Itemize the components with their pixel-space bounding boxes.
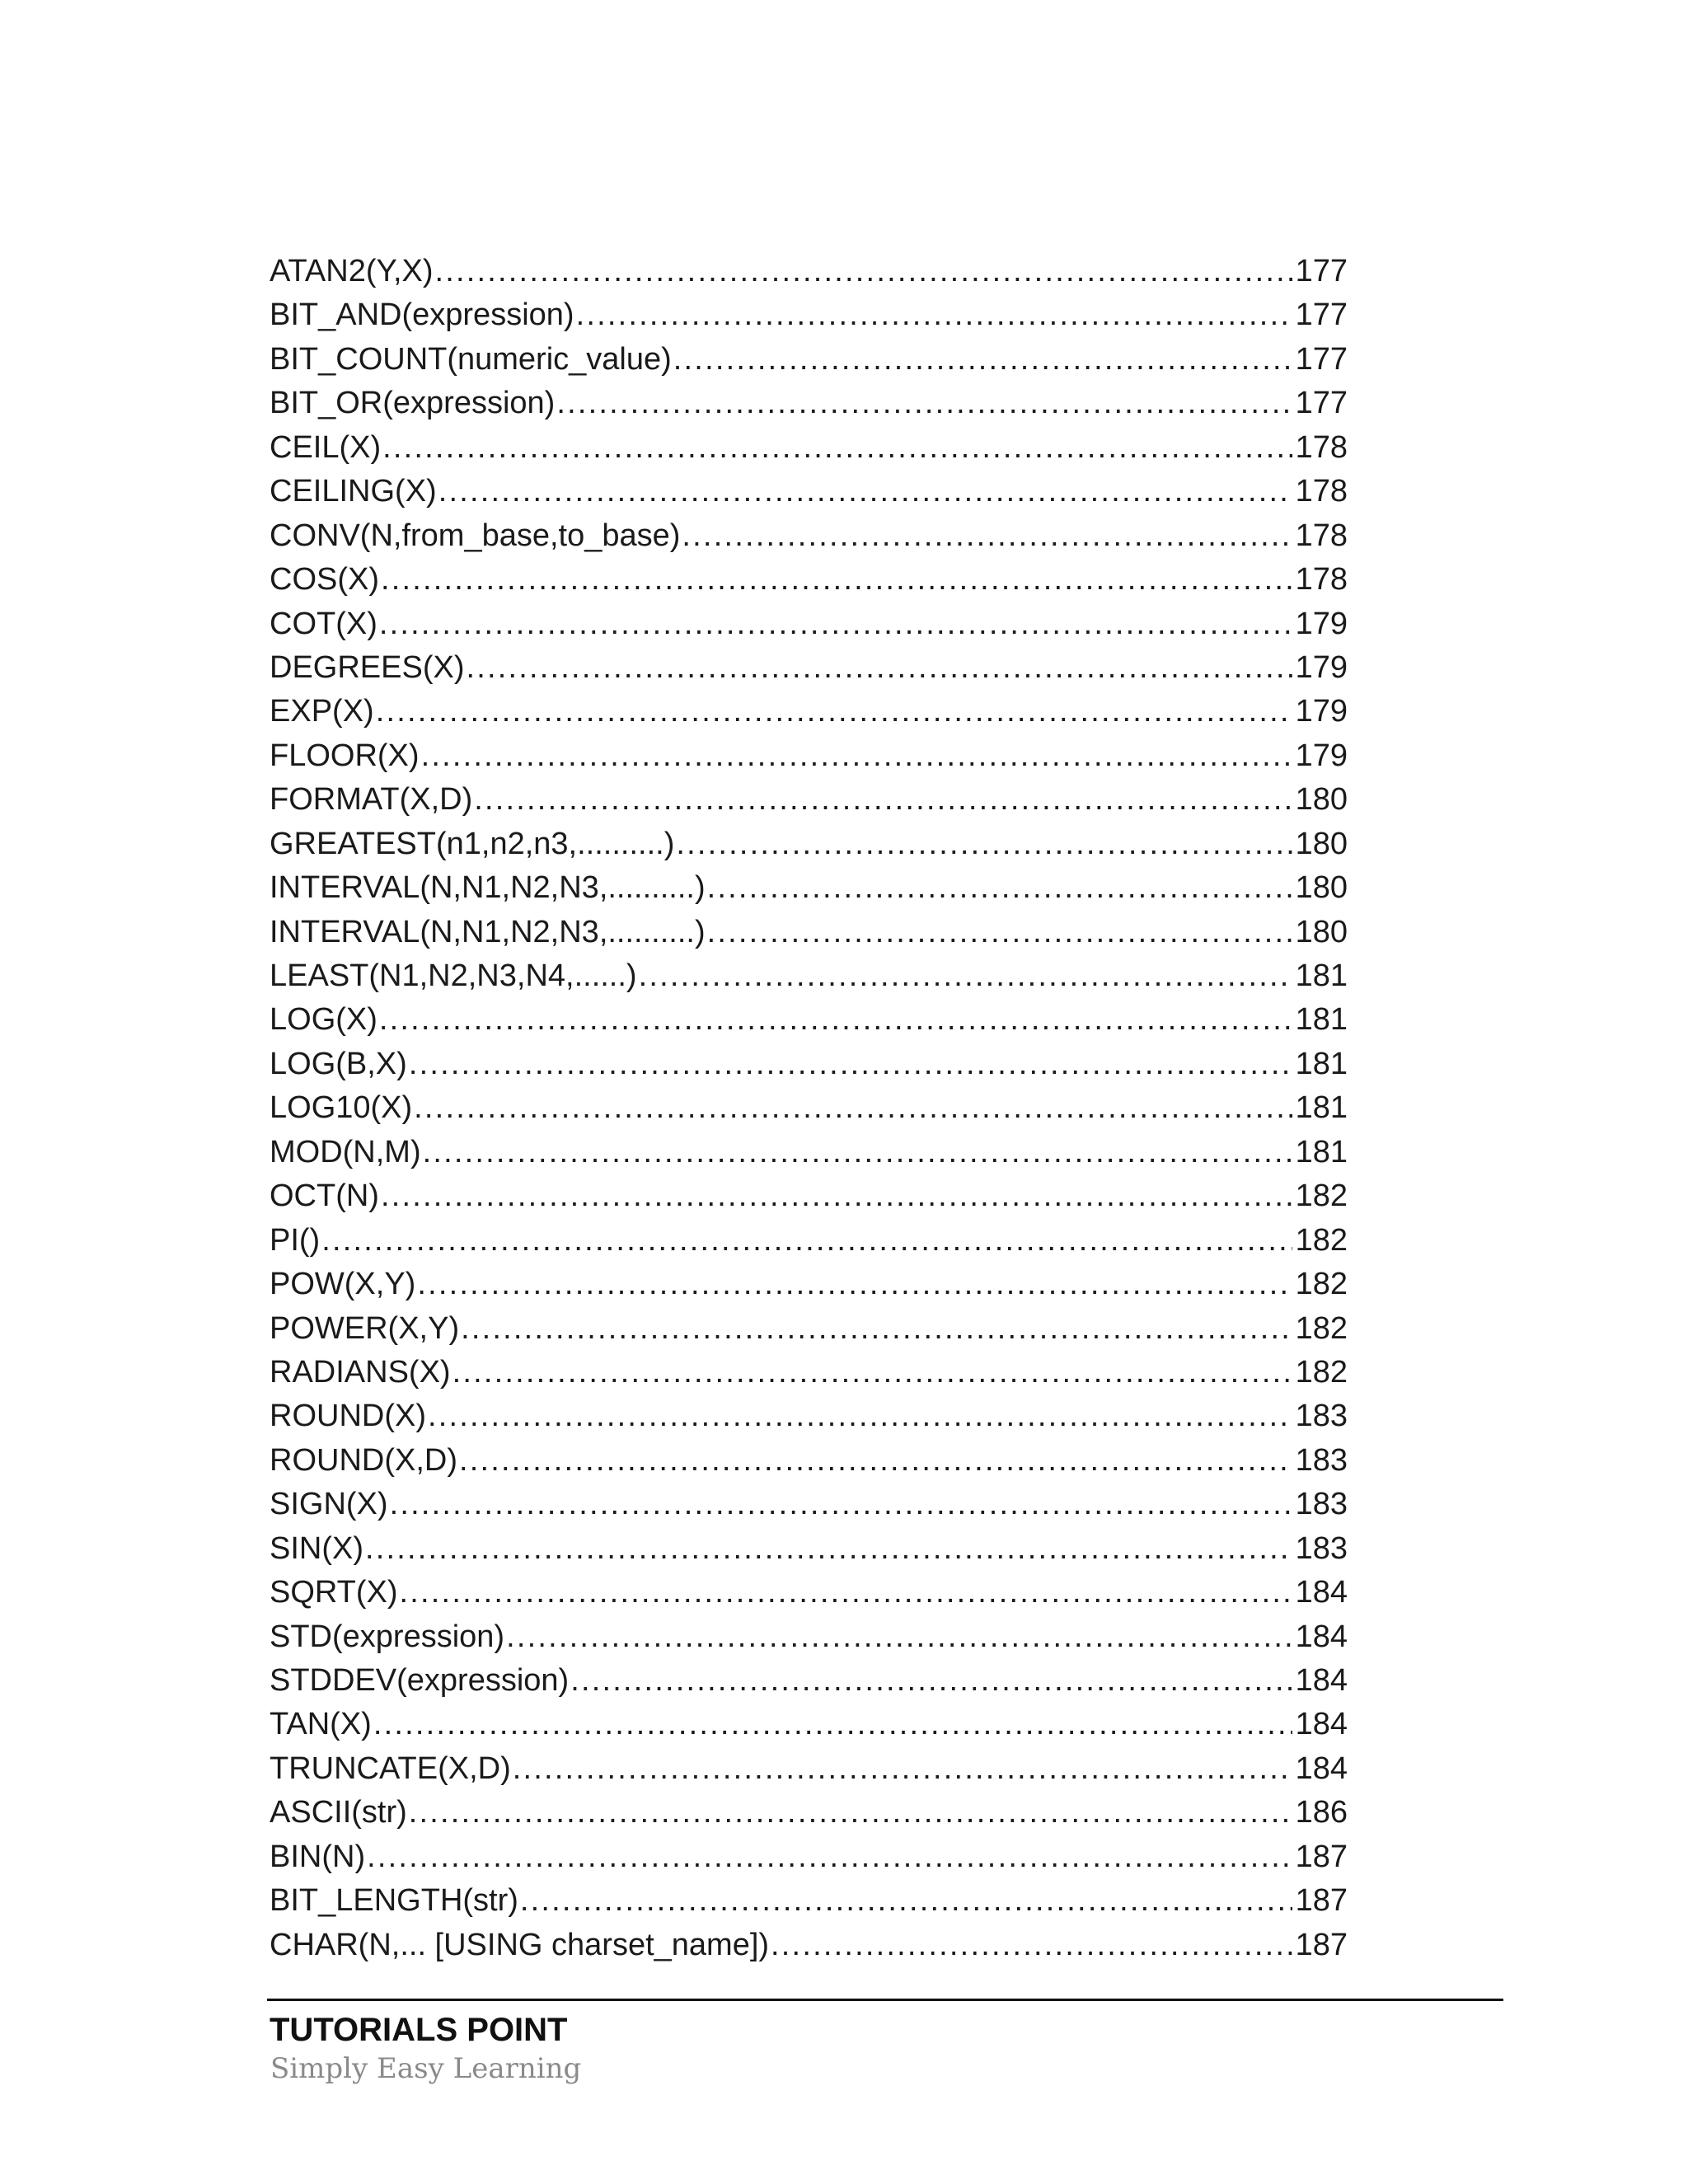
toc-dot-leader bbox=[321, 1219, 1292, 1263]
toc-entry[interactable] bbox=[270, 1439, 1348, 1483]
toc-entry[interactable] bbox=[270, 338, 1348, 382]
toc-dot-leader bbox=[639, 954, 1292, 998]
toc-entry[interactable] bbox=[270, 1131, 1348, 1174]
toc-entry-label: CONV(N,from_base,to_base) bbox=[270, 518, 681, 553]
toc-entry[interactable] bbox=[270, 602, 1348, 646]
toc-entry-label: STD(expression) bbox=[270, 1619, 505, 1654]
toc-dot-leader bbox=[459, 1439, 1292, 1483]
toc-entry-page-number: 180 bbox=[1295, 914, 1348, 949]
toc-entry[interactable] bbox=[270, 382, 1348, 425]
toc-entry[interactable] bbox=[270, 954, 1348, 998]
toc-dot-leader bbox=[576, 293, 1292, 337]
toc-entry[interactable] bbox=[270, 293, 1348, 337]
toc-entry-page-number: 186 bbox=[1295, 1795, 1348, 1830]
toc-dot-leader bbox=[409, 1043, 1292, 1086]
toc-entry-page-number: 179 bbox=[1295, 649, 1348, 685]
toc-entry[interactable] bbox=[270, 1263, 1348, 1306]
toc-entry[interactable] bbox=[270, 1307, 1348, 1351]
toc-entry[interactable] bbox=[270, 1703, 1348, 1746]
toc-entry[interactable] bbox=[270, 1615, 1348, 1659]
toc-entry[interactable] bbox=[270, 250, 1348, 293]
toc-entry-label: BIT_OR(expression) bbox=[270, 386, 556, 421]
toc-entry-page-number: 184 bbox=[1295, 1619, 1348, 1654]
toc-dot-leader bbox=[409, 1791, 1292, 1835]
toc-entry[interactable] bbox=[270, 1659, 1348, 1703]
toc-entry-label: CEIL(X) bbox=[270, 429, 382, 465]
toc-entry[interactable] bbox=[270, 470, 1348, 513]
toc-entry-page-number: 184 bbox=[1295, 1707, 1348, 1742]
toc-dot-leader bbox=[676, 823, 1292, 866]
toc-entry-page-number: 183 bbox=[1295, 1487, 1348, 1522]
toc-entry[interactable] bbox=[270, 1879, 1348, 1923]
toc-entry-page-number: 184 bbox=[1295, 1663, 1348, 1698]
toc-dot-leader bbox=[461, 1307, 1292, 1351]
toc-entry[interactable] bbox=[270, 1527, 1348, 1571]
toc-entry-label: ROUND(X,D) bbox=[270, 1442, 457, 1478]
toc-dot-leader bbox=[673, 338, 1292, 382]
toc-entry-label: LEAST(N1,N2,N3,N4,......) bbox=[270, 958, 637, 993]
toc-entry-page-number: 181 bbox=[1295, 1090, 1348, 1126]
toc-entry-page-number: 179 bbox=[1295, 606, 1348, 641]
toc-dot-leader bbox=[428, 1394, 1292, 1438]
toc-entry-page-number: 184 bbox=[1295, 1750, 1348, 1786]
toc-dot-leader bbox=[400, 1571, 1292, 1615]
toc-entry[interactable] bbox=[270, 514, 1348, 558]
toc-dot-leader bbox=[435, 250, 1292, 293]
toc-dot-leader bbox=[513, 1747, 1292, 1791]
toc-entry-label: CEILING(X) bbox=[270, 474, 437, 509]
toc-entry[interactable] bbox=[270, 690, 1348, 733]
toc-dot-leader bbox=[382, 426, 1292, 470]
toc-entry-page-number: 180 bbox=[1295, 826, 1348, 861]
toc-entry-label: SIGN(X) bbox=[270, 1487, 388, 1522]
toc-entry-label: ATAN2(Y,X) bbox=[270, 254, 434, 288]
toc-dot-leader bbox=[379, 998, 1292, 1042]
table-of-contents bbox=[270, 250, 1348, 1967]
toc-entry-label: RADIANS(X) bbox=[270, 1354, 451, 1390]
toc-entry-label: DEGREES(X) bbox=[270, 649, 465, 685]
toc-dot-leader bbox=[506, 1615, 1292, 1659]
toc-entry-page-number: 181 bbox=[1295, 1002, 1348, 1038]
toc-entry-label: BIT_AND(expression) bbox=[270, 298, 574, 333]
toc-entry-label: TRUNCATE(X,D) bbox=[270, 1750, 511, 1786]
toc-entry[interactable] bbox=[270, 1174, 1348, 1218]
toc-dot-leader bbox=[379, 602, 1292, 646]
toc-entry-page-number: 182 bbox=[1295, 1179, 1348, 1214]
toc-entry-page-number: 177 bbox=[1295, 254, 1348, 288]
toc-dot-leader bbox=[452, 1351, 1292, 1394]
toc-entry[interactable] bbox=[270, 1043, 1348, 1086]
toc-entry-label: INTERVAL(N,N1,N2,N3,..........) bbox=[270, 870, 706, 906]
toc-dot-leader bbox=[423, 1131, 1292, 1174]
toc-dot-leader bbox=[381, 558, 1292, 602]
toc-entry-label: COT(X) bbox=[270, 606, 377, 641]
toc-entry-page-number: 182 bbox=[1295, 1222, 1348, 1258]
toc-entry-label: GREATEST(n1,n2,n3,..........) bbox=[270, 826, 675, 861]
toc-entry[interactable] bbox=[270, 1924, 1348, 1967]
toc-entry[interactable] bbox=[270, 1351, 1348, 1394]
toc-entry-label: EXP(X) bbox=[270, 694, 374, 729]
toc-dot-leader bbox=[414, 1086, 1292, 1130]
toc-dot-leader bbox=[570, 1659, 1292, 1703]
toc-entry[interactable] bbox=[270, 558, 1348, 602]
toc-entry-label: LOG(X) bbox=[270, 1002, 377, 1038]
toc-entry[interactable] bbox=[270, 734, 1348, 778]
toc-entry-label: CHAR(N,... [USING charset_name]) bbox=[270, 1927, 770, 1962]
footer-tagline: Simply Easy Learning bbox=[270, 2052, 582, 2085]
toc-entry-page-number: 187 bbox=[1295, 1883, 1348, 1919]
toc-entry-page-number: 184 bbox=[1295, 1575, 1348, 1610]
toc-entry-label: POWER(X,Y) bbox=[270, 1310, 460, 1346]
toc-entry[interactable] bbox=[270, 1571, 1348, 1615]
toc-entry[interactable] bbox=[270, 1483, 1348, 1526]
toc-entry[interactable] bbox=[270, 998, 1348, 1042]
toc-entry-page-number: 187 bbox=[1295, 1927, 1348, 1962]
toc-entry-label: LOG(B,X) bbox=[270, 1046, 407, 1081]
toc-entry-page-number: 183 bbox=[1295, 1530, 1348, 1566]
toc-entry-page-number: 187 bbox=[1295, 1839, 1348, 1874]
toc-entry-page-number: 177 bbox=[1295, 386, 1348, 421]
toc-entry-label: SIN(X) bbox=[270, 1530, 363, 1566]
toc-entry[interactable] bbox=[270, 1394, 1348, 1438]
toc-dot-leader bbox=[365, 1527, 1292, 1571]
toc-dot-leader bbox=[390, 1483, 1292, 1526]
toc-entry[interactable] bbox=[270, 778, 1348, 822]
toc-entry-label: INTERVAL(N,N1,N2,N3,..........) bbox=[270, 914, 706, 949]
toc-entry-page-number: 181 bbox=[1295, 1046, 1348, 1081]
toc-entry[interactable] bbox=[270, 823, 1348, 866]
toc-entry-label: PI() bbox=[270, 1222, 321, 1258]
toc-entry-label: POW(X,Y) bbox=[270, 1267, 416, 1302]
toc-entry-label: STDDEV(expression) bbox=[270, 1663, 570, 1698]
toc-dot-leader bbox=[682, 514, 1292, 558]
toc-dot-leader bbox=[367, 1835, 1292, 1879]
toc-dot-leader bbox=[466, 646, 1292, 690]
footer-title: TUTORIALS POINT bbox=[270, 2012, 568, 2048]
toc-dot-leader bbox=[438, 470, 1292, 513]
toc-entry-label: ROUND(X) bbox=[270, 1399, 426, 1434]
toc-entry[interactable] bbox=[270, 1219, 1348, 1263]
toc-dot-leader bbox=[771, 1924, 1292, 1967]
toc-dot-leader bbox=[417, 1263, 1292, 1306]
toc-entry-label: FORMAT(X,D) bbox=[270, 782, 473, 818]
toc-entry-label: SQRT(X) bbox=[270, 1575, 398, 1610]
toc-entry-page-number: 182 bbox=[1295, 1310, 1348, 1346]
toc-dot-leader bbox=[707, 866, 1292, 910]
toc-entry[interactable] bbox=[270, 646, 1348, 690]
toc-entry-page-number: 181 bbox=[1295, 958, 1348, 993]
toc-entry-page-number: 183 bbox=[1295, 1442, 1348, 1478]
toc-entry-page-number: 178 bbox=[1295, 518, 1348, 553]
toc-dot-leader bbox=[520, 1879, 1292, 1923]
toc-dot-leader bbox=[556, 382, 1292, 425]
toc-entry-label: FLOOR(X) bbox=[270, 738, 420, 773]
toc-entry-page-number: 182 bbox=[1295, 1354, 1348, 1390]
toc-entry-label: COS(X) bbox=[270, 562, 379, 598]
toc-entry-label: ASCII(str) bbox=[270, 1795, 407, 1830]
toc-entry-label: MOD(N,M) bbox=[270, 1134, 421, 1169]
toc-entry-page-number: 179 bbox=[1295, 738, 1348, 773]
toc-entry-page-number: 179 bbox=[1295, 694, 1348, 729]
toc-dot-leader bbox=[376, 690, 1292, 733]
toc-entry[interactable] bbox=[270, 426, 1348, 470]
toc-entry-page-number: 177 bbox=[1295, 341, 1348, 377]
toc-entry-page-number: 178 bbox=[1295, 562, 1348, 598]
toc-entry-label: TAN(X) bbox=[270, 1707, 372, 1742]
toc-entry[interactable] bbox=[270, 866, 1348, 910]
toc-entry-label: BIT_COUNT(numeric_value) bbox=[270, 341, 672, 377]
toc-entry[interactable] bbox=[270, 1791, 1348, 1835]
toc-dot-leader bbox=[373, 1703, 1292, 1746]
toc-entry-label: OCT(N) bbox=[270, 1179, 379, 1214]
toc-entry[interactable] bbox=[270, 911, 1348, 954]
toc-dot-leader bbox=[381, 1174, 1292, 1218]
toc-entry[interactable] bbox=[270, 1747, 1348, 1791]
toc-entry-label: BIT_LENGTH(str) bbox=[270, 1883, 518, 1919]
toc-entry[interactable] bbox=[270, 1835, 1348, 1879]
toc-entry-label: BIN(N) bbox=[270, 1839, 366, 1874]
toc-dot-leader bbox=[421, 734, 1292, 778]
footer-divider bbox=[267, 1999, 1503, 2001]
toc-entry-page-number: 180 bbox=[1295, 870, 1348, 906]
toc-entry-page-number: 182 bbox=[1295, 1267, 1348, 1302]
toc-entry[interactable] bbox=[270, 1086, 1348, 1130]
toc-entry-page-number: 181 bbox=[1295, 1134, 1348, 1169]
toc-entry-label: LOG10(X) bbox=[270, 1090, 413, 1126]
toc-dot-leader bbox=[474, 778, 1292, 822]
toc-entry-page-number: 178 bbox=[1295, 474, 1348, 509]
toc-entry-page-number: 177 bbox=[1295, 298, 1348, 333]
toc-entry-page-number: 178 bbox=[1295, 429, 1348, 465]
toc-dot-leader bbox=[707, 911, 1292, 954]
toc-entry-page-number: 183 bbox=[1295, 1399, 1348, 1434]
toc-entry-page-number: 180 bbox=[1295, 782, 1348, 818]
